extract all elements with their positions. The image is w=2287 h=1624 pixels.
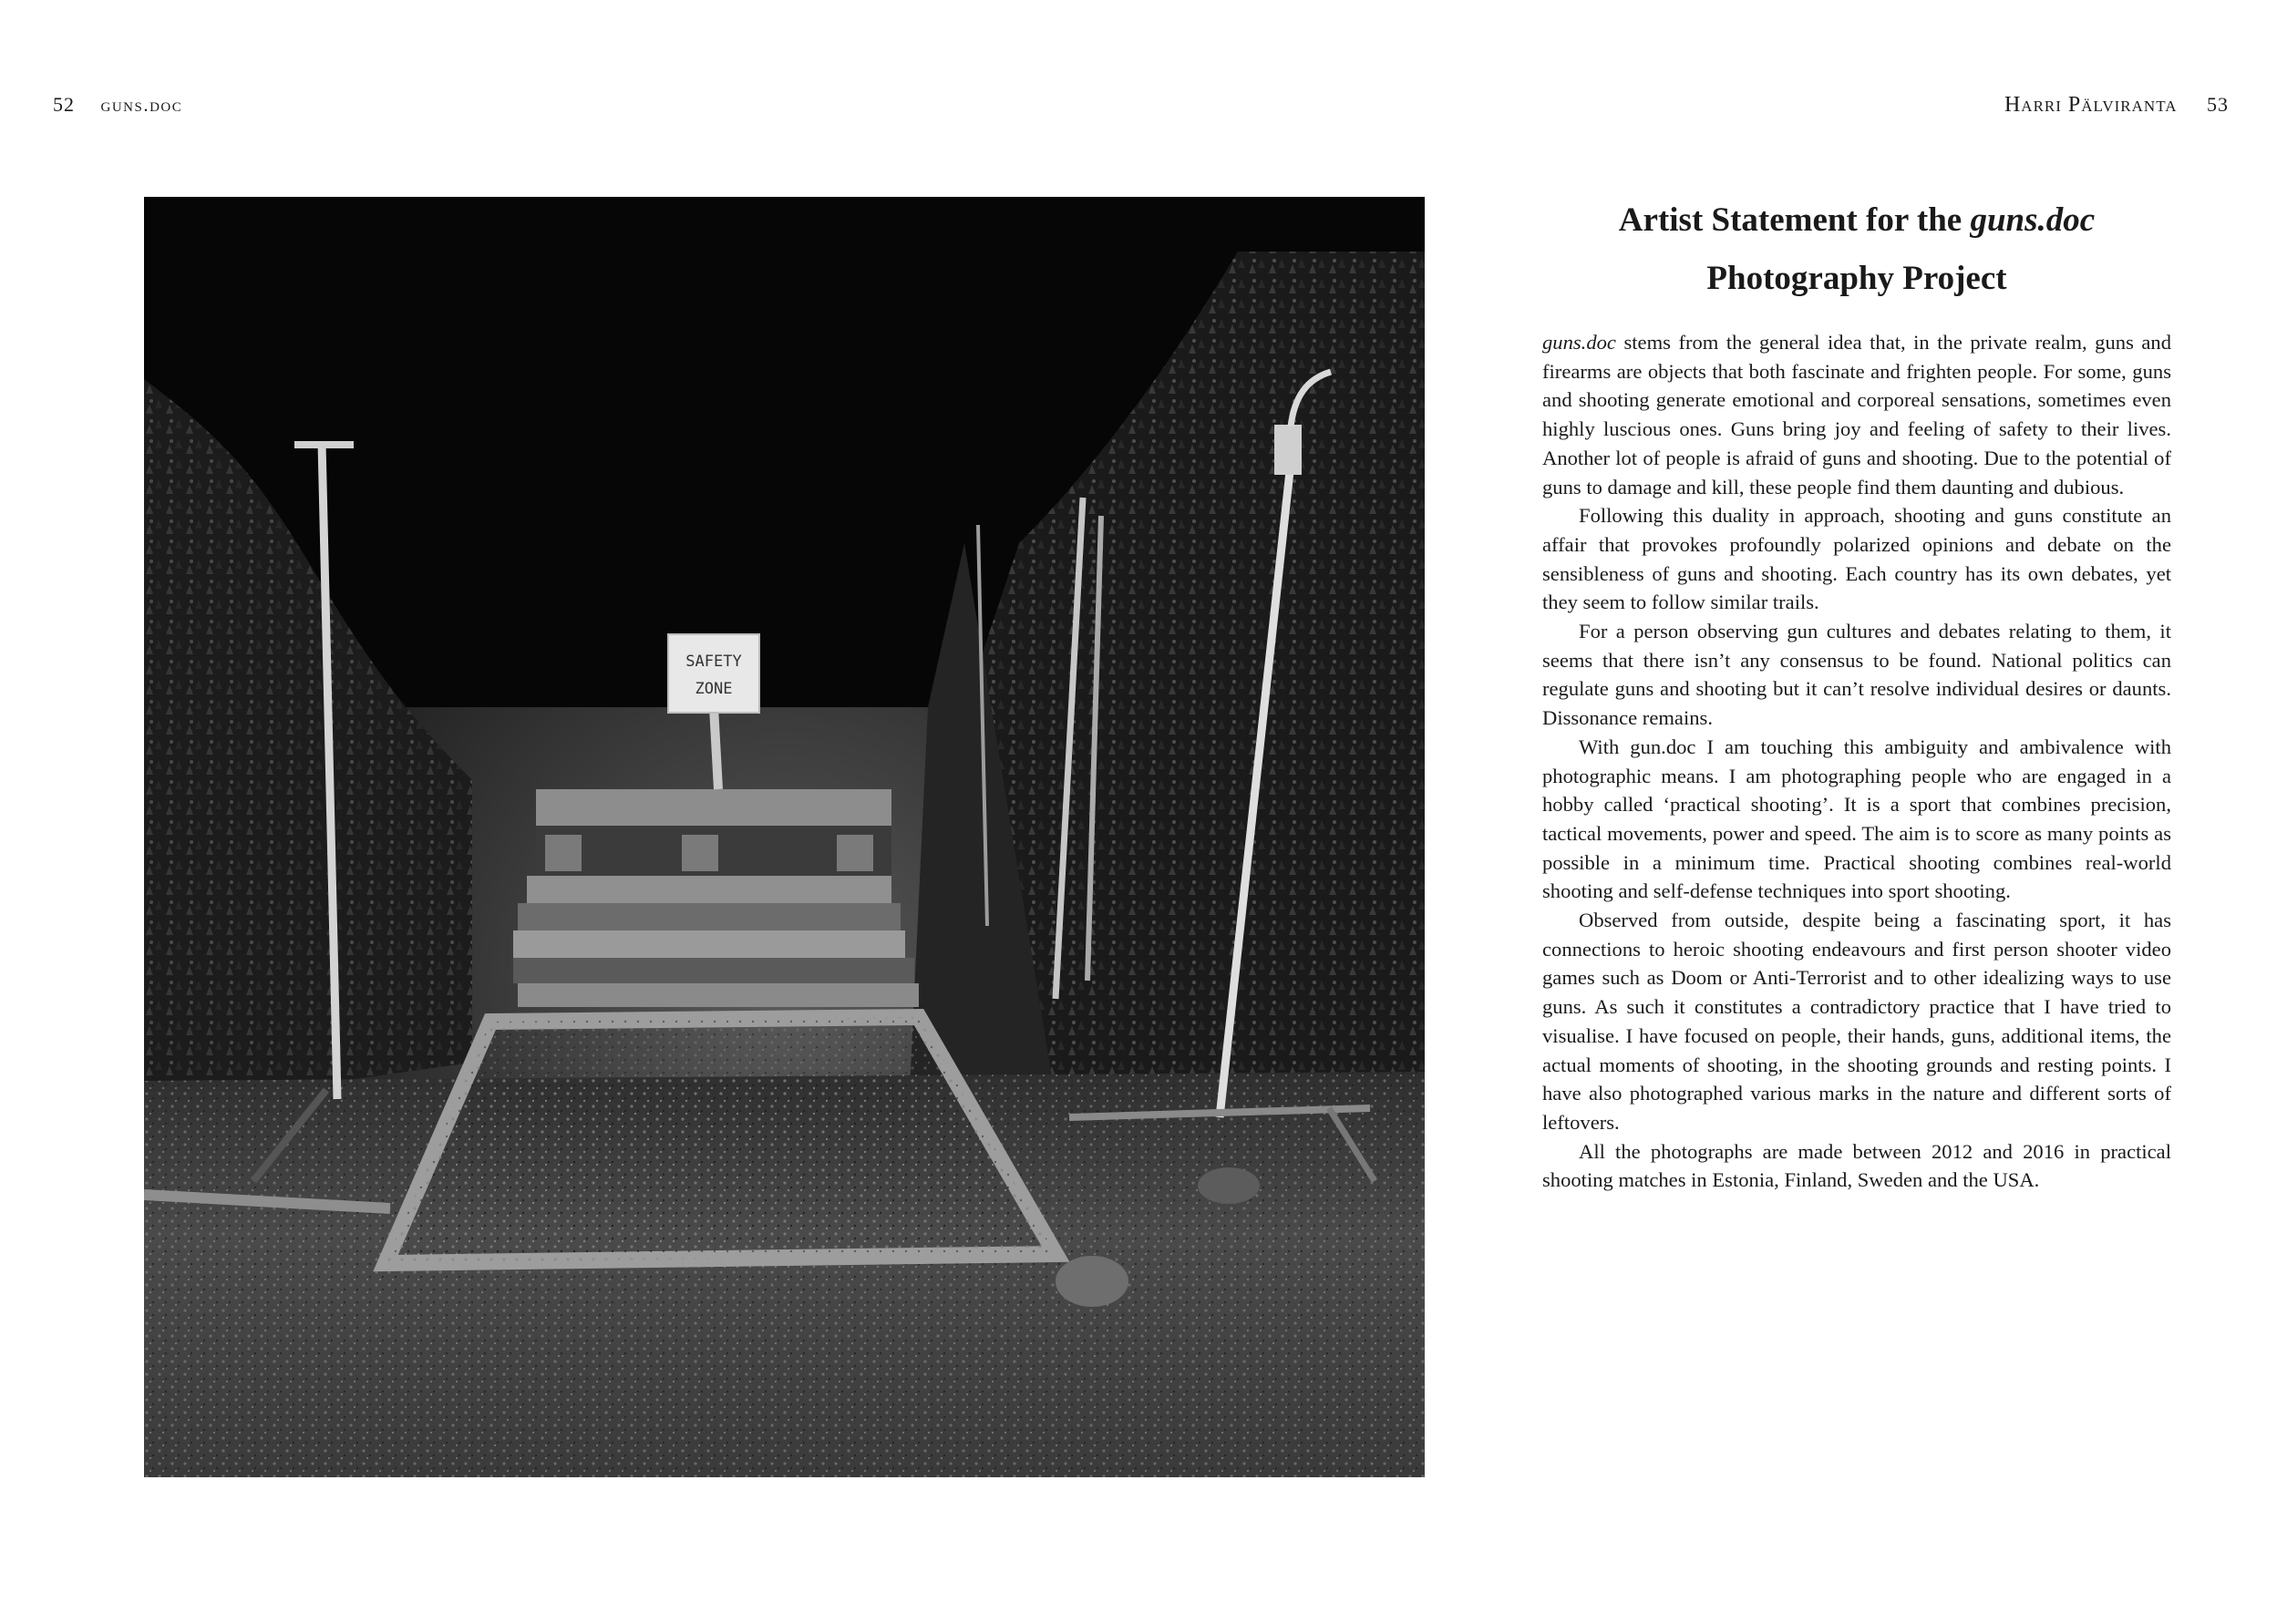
paragraph-6: All the photographs are made between 2012 and 2016 in practical shooting matches in Estonia, Finland, Sweden and the USA.	[1542, 1139, 2171, 1192]
p1-text: stems from the general idea that, in the private realm, guns and firearms are objects that both fascinate and frighten people. For some, guns and shooting generate emotional and corporeal sensations, sometimes even highly luscious ones. Guns bring joy and feeling of safety to their lives. Another lot of people is afraid of guns and shooting. Due to the potential of guns to damage and kill, these people find them daunting and dubious.	[1542, 331, 2171, 499]
paragraph-1	[1542, 328, 2171, 501]
right-page-number: 53	[2207, 93, 2229, 116]
p1-italic: guns.doc	[1542, 331, 1616, 354]
paragraph-3: For a person observing gun cultures and debates relating to them, it seems that there isn’t any consensus to be found. National politics can regulate guns and shooting but it can’t resolve individual desires or daunts. Dissonance remains.	[1542, 620, 2171, 730]
sign-text-safety: SAFETY	[685, 653, 742, 671]
sign-text-zone: ZONE	[695, 680, 733, 698]
photograph-safety-zone	[144, 197, 1425, 1477]
title-part2: Photography Project	[1706, 260, 2007, 297]
photograph-icon	[144, 197, 1425, 1477]
author-name: Harri Pälviranta	[2004, 93, 2178, 117]
paragraph-4: With gun.doc I am touching this ambiguity and ambivalence with photographic means. I am photographing people who are engaged in a hobby called ‘practical shooting’. It is a sport that combines precision, tactical movements, power and speed. The aim is to score as many points as possible in a minimum time. Practical shooting combines real-world shooting and self-defense techniques into sport shooting.	[1542, 735, 2171, 903]
artist-statement	[1542, 191, 2171, 1195]
left-page-number: 52	[53, 93, 75, 116]
pallet-stack	[513, 789, 919, 1007]
paragraph-2: Following this duality in approach, shooting and guns constitute an affair that provokes profoundly polarized opinions and debate on the sensibleness of guns and shooting. Each country has its own debates, yet they seem to follow similar trails.	[1542, 504, 2171, 614]
paragraph-5: Observed from outside, despite being a fascinating sport, it has connections to heroic shooting endeavours and first person shooter video games such as Doom or Anti-Terrorist and to other idealizing ways to use guns. As such it constitutes a contradictory practice that I have tried to visualise. I have focused on people, their hands, guns, additional items, the actual moments of shooting, in the shooting grounds and resting points. I have also photographed various marks in the nature and different sorts of leftovers.	[1542, 909, 2171, 1134]
right-running-head	[2004, 93, 2229, 118]
safety-sign	[668, 634, 759, 713]
title-italic: guns.doc	[1970, 201, 2096, 239]
article-title	[1542, 191, 2171, 308]
book-title: guns.doc	[100, 94, 183, 116]
title-part1: Artist Statement for the	[1618, 201, 1971, 239]
left-running-head	[53, 93, 182, 117]
